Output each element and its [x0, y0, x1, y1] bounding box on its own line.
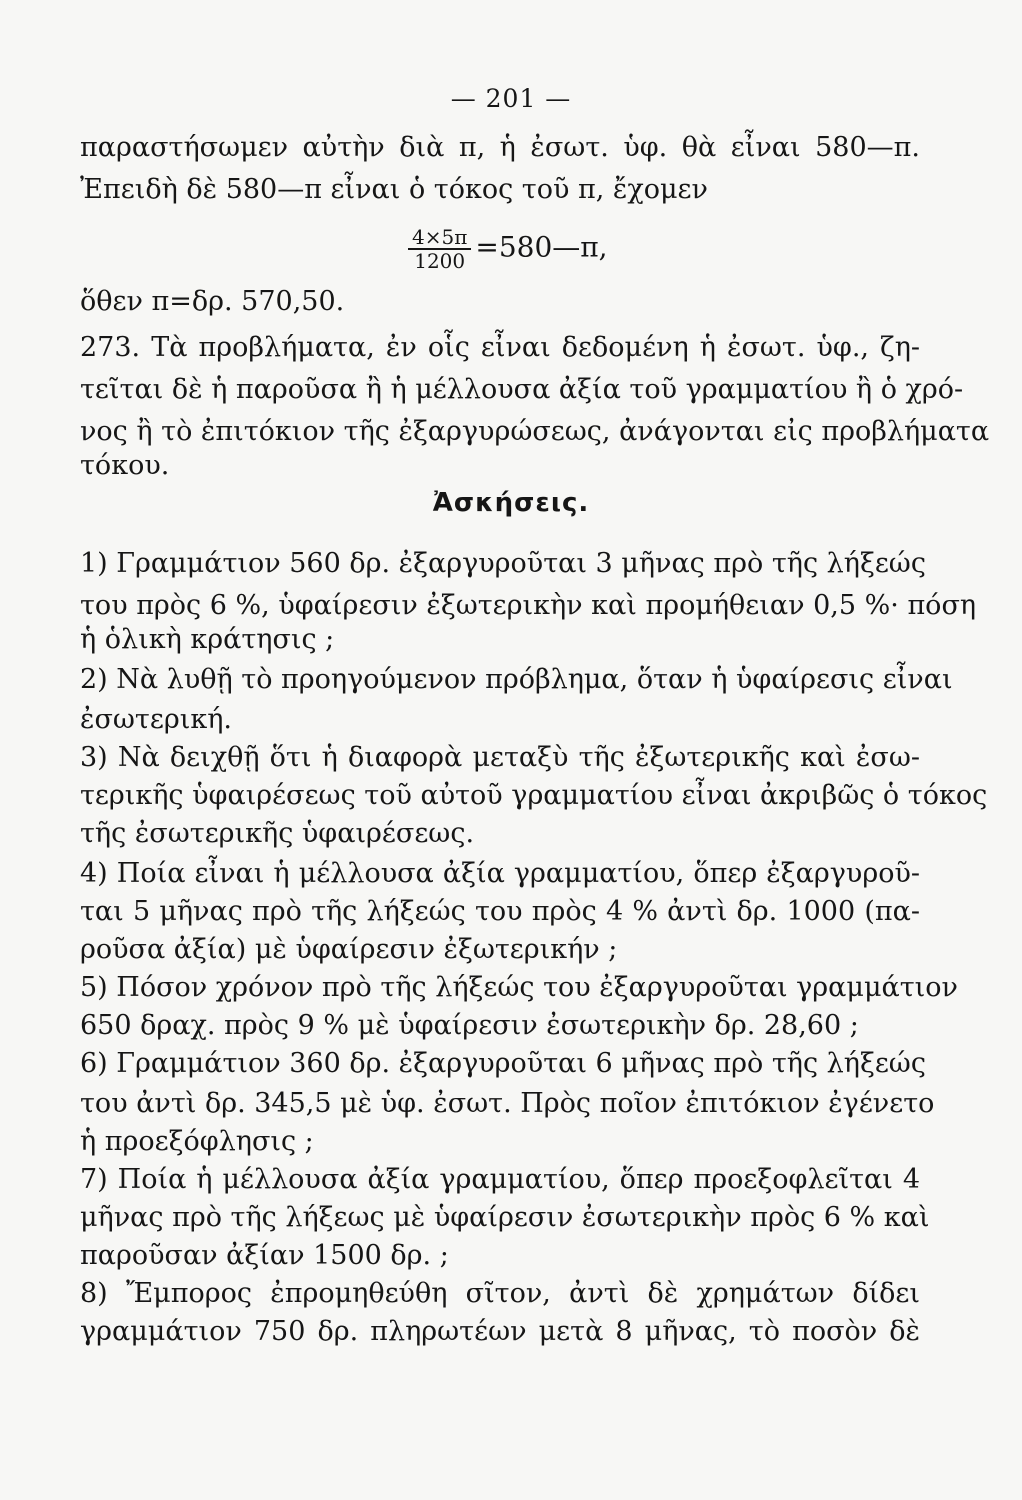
- exercise-line: 6) Γραμμάτιον 360 δρ. ἐξαργυροῦται 6 μῆνας πρὸ τῆς λήξεώς: [80, 1048, 926, 1079]
- exercise-line: 3) Νὰ δειχθῇ ὅτι ἡ διαφορὰ μεταξὺ τῆς ἐξωτερικῆς καὶ ἐσω-: [80, 742, 920, 773]
- text-line: ὅθεν π=δρ. 570,50.: [80, 286, 345, 317]
- section-273-line: νος ἢ τὸ ἐπιτόκιον τῆς ἐξαργυρώσεως, ἀνάγονται εἰς προβλήματα: [80, 416, 990, 447]
- exercise-line: 7) Ποία ἡ μέλλουσα ἀξία γραμματίου, ὅπερ προεξοφλεῖται 4: [80, 1164, 920, 1195]
- fraction: [408, 226, 471, 272]
- exercise-line: ἡ προεξόφλησις ;: [80, 1126, 314, 1157]
- exercise-line: 2) Νὰ λυθῇ τὸ προηγούμενον πρόβλημα, ὅταν ἡ ὑφαίρεσις εἶναι: [80, 664, 953, 695]
- exercise-line: ἡ ὁλικὴ κράτησις ;: [80, 624, 335, 655]
- exercise-line: 4) Ποία εἶναι ἡ μέλλουσα ἀξία γραμματίου, ὅπερ ἐξαργυροῦ-: [80, 858, 920, 889]
- text-line: παραστήσωμεν αὐτὴν διὰ π, ἡ ἐσωτ. ὑφ. θὰ εἶναι 580—π.: [80, 132, 920, 163]
- exercise-line: του πρὸς 6 %, ὑφαίρεσιν ἐξωτερικὴν καὶ προμήθειαν 0,5 %· πόση: [80, 590, 977, 621]
- exercise-line: 1) Γραμμάτιον 560 δρ. ἐξαργυροῦται 3 μῆνας πρὸ τῆς λήξεώς: [80, 548, 926, 579]
- exercise-line: 5) Πόσον χρόνον πρὸ τῆς λήξεώς του ἐξαργυροῦται γραμμάτιον: [80, 972, 958, 1003]
- formula-rhs: =580—π,: [475, 230, 608, 264]
- section-273-line: τεῖται δὲ ἡ παροῦσα ἢ ἡ μέλλουσα ἀξία τοῦ γραμματίου ἢ ὁ χρό-: [80, 374, 964, 405]
- exercise-line: 8) Ἔμπορος ἐπρομηθεύθη σῖτον, ἀντὶ δὲ χρημάτων δίδει: [80, 1278, 920, 1309]
- exercise-line: ροῦσα ἀξία) μὲ ὑφαίρεσιν ἐξωτερικήν ;: [80, 934, 618, 965]
- page-number: — 201 —: [450, 84, 572, 113]
- exercise-line: ἐσωτερική.: [80, 704, 232, 735]
- exercise-line: τῆς ἐσωτερικῆς ὑφαιρέσεως.: [80, 818, 475, 849]
- text-line: Ἐπειδὴ δὲ 580—π εἶναι ὁ τόκος τοῦ π, ἔχομεν: [80, 174, 708, 205]
- fraction-numerator: 4×5π: [408, 226, 471, 250]
- exercise-line: μῆνας πρὸ τῆς λήξεως μὲ ὑφαίρεσιν ἐσωτερικὴν πρὸς 6 % καὶ: [80, 1202, 930, 1233]
- fraction-denominator: 1200: [414, 249, 466, 273]
- exercise-line: 650 δραχ. πρὸς 9 % μὲ ὑφαίρεσιν ἐσωτερικὴν δρ. 28,60 ;: [80, 1010, 859, 1041]
- section-273-line: 273. Τὰ προβλήματα, ἐν οἷς εἶναι δεδομένη ἡ ἐσωτ. ὑφ., ζη-: [80, 332, 920, 363]
- formula: [408, 226, 608, 272]
- exercise-line: παροῦσαν ἀξίαν 1500 δρ. ;: [80, 1240, 449, 1271]
- exercise-line: ται 5 μῆνας πρὸ τῆς λήξεώς του πρὸς 4 % ἀντὶ δρ. 1000 (πα-: [80, 896, 920, 927]
- exercise-line: γραμμάτιον 750 δρ. πληρωτέων μετὰ 8 μῆνας, τὸ ποσὸν δὲ: [80, 1316, 920, 1347]
- exercise-line: του ἀντὶ δρ. 345,5 μὲ ὑφ. ἐσωτ. Πρὸς ποῖον ἐπιτόκιον ἐγένετο: [80, 1088, 935, 1119]
- exercise-line: τερικῆς ὑφαιρέσεως τοῦ αὐτοῦ γραμματίου εἶναι ἀκριβῶς ὁ τόκος: [80, 780, 988, 811]
- section-273-line: τόκου.: [80, 450, 170, 481]
- exercises-heading: Ἀσκήσεις.: [432, 488, 590, 518]
